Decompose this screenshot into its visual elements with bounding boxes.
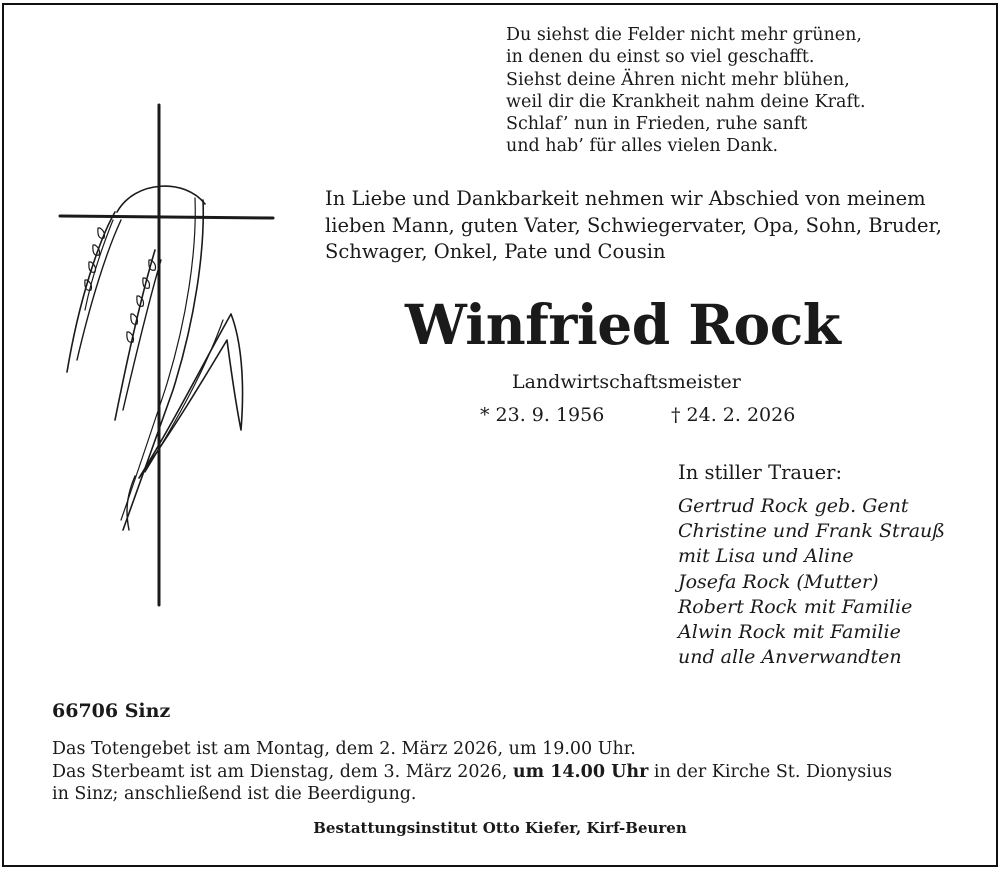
funeral-home: Bestattungsinstitut Otto Kiefer, Kirf-Beuren xyxy=(313,819,687,837)
service-info xyxy=(52,738,892,806)
poem-line: Siehst deine Ähren nicht mehr blühen, xyxy=(506,69,850,90)
deceased-profession: Landwirtschaftsmeister xyxy=(512,371,741,393)
poem-line: weil dir die Krankheit nahm deine Kraft. xyxy=(506,91,866,112)
service-text: Das Sterbeamt ist am Dienstag, dem 3. März 2026, xyxy=(52,761,513,782)
mourner-name: Josefa Rock (Mutter) xyxy=(678,570,879,593)
mourner-name: Alwin Rock mit Familie xyxy=(678,621,901,644)
intro-line: lieben Mann, guten Vater, Schwiegervater, Opa, Sohn, Bruder, xyxy=(325,213,942,237)
mourner-name: mit Lisa und Aline xyxy=(678,545,854,568)
death-date: † 24. 2. 2026 xyxy=(671,404,796,426)
cross-with-wheat-icon xyxy=(55,100,285,610)
deceased-name: Winfried Rock xyxy=(405,292,841,357)
mourners-list xyxy=(678,494,945,670)
poem-line: Du siehst die Felder nicht mehr grünen, xyxy=(506,25,862,45)
service-text: in der Kirche St. Dionysius xyxy=(648,761,893,782)
mourner-name: und alle Anverwandten xyxy=(678,646,902,669)
intro-line: In Liebe und Dankbarkeit nehmen wir Abschied von meinem xyxy=(325,187,926,210)
place: 66706 Sinz xyxy=(52,700,171,722)
service-line: in Sinz; anschließend ist die Beerdigung. xyxy=(52,784,417,804)
poem-line: in denen du einst so viel geschafft. xyxy=(506,47,815,68)
service-line: Das Totengebet ist am Montag, dem 2. März 2026, um 19.00 Uhr. xyxy=(52,739,636,759)
intro-text xyxy=(325,186,942,266)
birth-date: * 23. 9. 1956 xyxy=(480,404,605,426)
intro-line: Schwager, Onkel, Pate und Cousin xyxy=(325,240,666,263)
mourner-name: Christine und Frank Strauß xyxy=(678,520,945,543)
poem xyxy=(506,24,866,158)
mourning-title: In stiller Trauer: xyxy=(678,461,843,484)
service-line xyxy=(52,761,892,784)
poem-line: Schlaf’ nun in Frieden, ruhe sanft xyxy=(506,114,808,135)
mourner-name: Robert Rock mit Familie xyxy=(678,595,913,618)
mourner-name: Gertrud Rock geb. Gent xyxy=(678,495,909,517)
poem-line: und hab’ für alles vielen Dank. xyxy=(506,136,779,157)
service-time: um 14.00 Uhr xyxy=(512,761,649,782)
